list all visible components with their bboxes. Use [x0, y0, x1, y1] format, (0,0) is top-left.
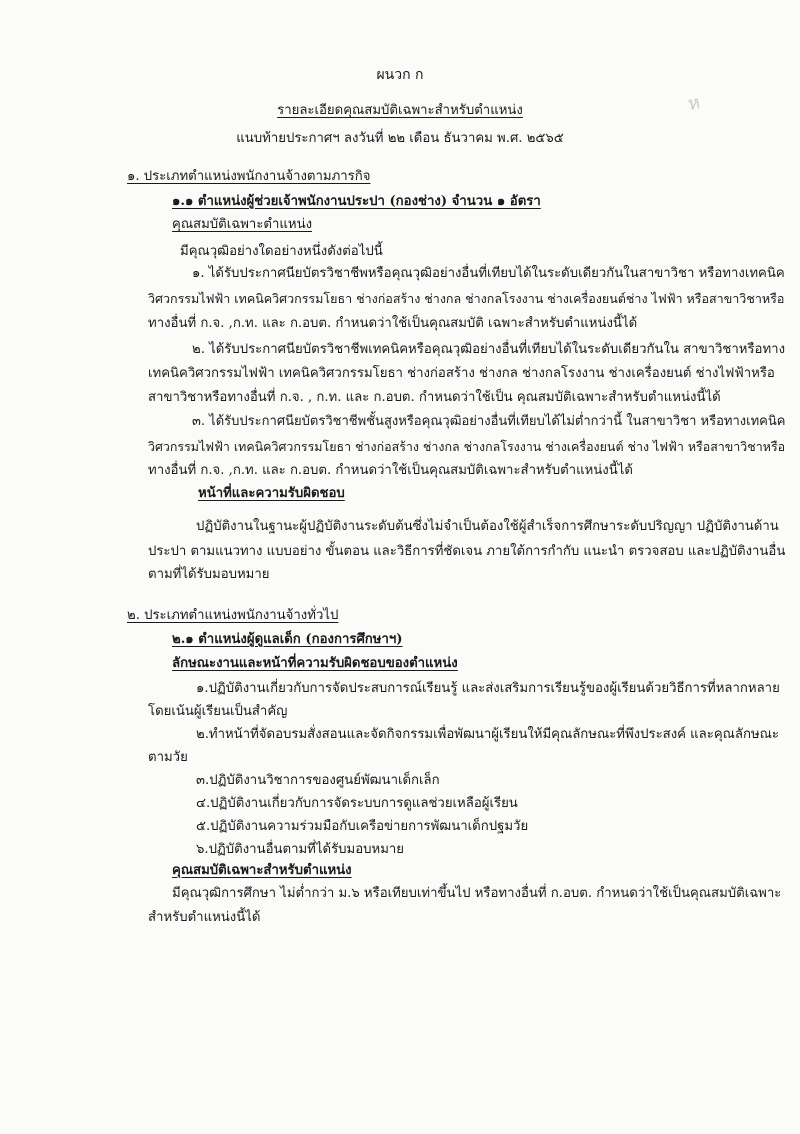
- section1-heading: ๑. ประเภทตำแหน่งพนักงานจ้างตามภารกิจ: [127, 169, 371, 184]
- section1-q3-line3: ทางอื่นที่ ก.จ. ,ก.ท. และ ก.อบต. กำหนดว่าใช้เป็นคุณสมบัติเฉพาะสำหรับตำแหน่งนี้ได้: [148, 463, 633, 478]
- section2-d6: ๖.ปฏิบัติงานอื่นตามที่ได้รับมอบหมาย: [196, 842, 405, 857]
- section1-duty-heading: หน้าที่และความรับผิดชอบ: [198, 486, 345, 501]
- section2-d4: ๔.ปฏิบัติงานเกี่ยวกับการจัดระบบการดูแลช่วยเหลือผู้เรียน: [196, 796, 518, 811]
- section1-q2-line1: ๒. ได้รับประกาศนียบัตรวิชาชีพเทคนิคหรือคุณวุฒิอย่างอื่นที่เทียบได้ในระดับเดียวกันใน สาขาวิชาหรือทาง: [192, 342, 786, 357]
- section1-q3-line2: วิศวกรรมไฟฟ้า เทคนิควิศวกรรมโยธา ช่างก่อสร้าง ช่างกล ช่างกลโรงงาน ช่างเครื่องยนต์ ช่าง ไฟฟ้า หรือสาขาวิชาหรือ: [148, 439, 786, 454]
- section1-q1-line3: ทางอื่นที่ ก.จ. ,ก.ท. และ ก.อบต. กำหนดว่าใช้เป็นคุณสมบัติ เฉพาะสำหรับตำแหน่งนี้ได้: [148, 316, 638, 331]
- section2-position: ๒.๑ ตำแหน่งผู้ดูแลเด็ก (กองการศึกษาฯ): [172, 632, 403, 647]
- section1-q1-line2: วิศวกรรมไฟฟ้า เทคนิควิศวกรรมโยธา ช่างก่อสร้าง ช่างกล ช่างกลโรงงาน ช่างเครื่องยนต์ช่าง ไฟฟ้า หรือสาขาวิชาหรือ: [148, 291, 785, 306]
- annex-label: ผนวก ก: [376, 67, 424, 83]
- section1-q2-line3: สาขาวิชาหรือทางอื่นที่ ก.จ. , ก.ท. และ ก.อบต. กำหนดว่าใช้เป็น คุณสมบัติเฉพาะสำหรับตำแหน่งนี้ได้: [148, 390, 721, 405]
- section2-qual-line1: มีคุณวุฒิการศึกษา ไม่ต่ำกว่า ม.๖ หรือเทียบเท่าขึ้นไป หรือทางอื่นที่ ก.อบต. กำหนดว่าใช้เป็นคุณสมบัติเฉพาะ: [172, 886, 782, 901]
- section1-intro: มีคุณวุฒิอย่างใดอย่างหนึ่งดังต่อไปนี้: [180, 244, 383, 259]
- section1-q2-line2: เทคนิควิศวกรรมไฟฟ้า เทคนิควิศวกรรมโยธา ช่างก่อสร้าง ช่างกล ช่างกลโรงงาน ช่างเครื่องยนต์ ช่างไฟฟ้าหรือ: [148, 366, 775, 381]
- section2-d2-line1: ๒.ทำหน้าที่จัดอบรมสั่งสอนและจัดกิจกรรมเพื่อพัฒนาผู้เรียนให้มีคุณลักษณะที่พึงประสงค์ และคุณลักษณะ: [196, 727, 779, 742]
- section1-q1-line1: ๑. ได้รับประกาศนียบัตรวิชาชีพหรือคุณวุฒิอย่างอื่นที่เทียบได้ในระดับเดียวกันในสาขาวิชา หรือทางเทคนิค: [192, 266, 785, 281]
- margin-mark: ห: [686, 92, 702, 115]
- section2-d1-line1: ๑.ปฏิบัติงานเกี่ยวกับการจัดประสบการณ์เรียนรู้ และส่งเสริมการเรียนรู้ของผู้เรียนด้วยวิธีการที่หลากหลาย: [196, 681, 780, 696]
- section1-duty-line1: ปฏิบัติงานในฐานะผู้ปฏิบัติงานระดับต้นซึ่งไม่จำเป็นต้องใช้ผู้สำเร็จการศึกษาระดับปริญญา ปฏิบัติงานด้าน: [196, 519, 779, 534]
- section1-q3-line1: ๓. ได้รับประกาศนียบัตรวิชาชีพชั้นสูงหรือคุณวุฒิอย่างอื่นที่เทียบได้ไม่ต่ำกว่านี้ ในสาขาวิชา หรือทางเทคนิค: [192, 414, 786, 429]
- section2-qualification-heading: คุณสมบัติเฉพาะสำหรับตำแหน่ง: [172, 863, 352, 878]
- section2-d5: ๕.ปฏิบัติงานความร่วมมือกับเครือข่ายการพัฒนาเด็กปฐมวัย: [196, 819, 529, 834]
- section2-d2-line2: ตามวัย: [148, 750, 188, 765]
- section1-qualification-heading: คุณสมบัติเฉพาะตำแหน่ง: [172, 217, 313, 232]
- section2-d1-line2: โดยเน้นผู้เรียนเป็นสำคัญ: [148, 704, 288, 719]
- section2-qual-line2: สำหรับตำแหน่งนี้ได้: [148, 910, 261, 925]
- section1-duty-line2: ประปา ตามแนวทาง แบบอย่าง ขั้นตอน และวิธีการที่ชัดเจน ภายใต้การกำกับ แนะนำ ตรวจสอบ และปฏิบัติงานอื่น: [148, 544, 786, 559]
- section2-duty-heading: ลักษณะงานและหน้าที่ความรับผิดชอบของตำแหน่ง: [172, 656, 458, 671]
- section2-d3: ๓.ปฏิบัติงานวิชาการของศูนย์พัฒนาเด็กเล็ก: [196, 773, 440, 788]
- document-subtitle: แนบท้ายประกาศฯ ลงวันที่ ๒๒ เดือน ธันวาคม พ.ศ. ๒๕๖๕: [236, 131, 564, 146]
- section2-heading: ๒. ประเภทตำแหน่งพนักงานจ้างทั่วไป: [127, 608, 339, 623]
- document-title: รายละเอียดคุณสมบัติเฉพาะสำหรับตำแหน่ง: [277, 103, 523, 118]
- section1-duty-line3: ตามที่ได้รับมอบหมาย: [148, 567, 270, 582]
- section1-position: ๑.๑ ตำแหน่งผู้ช่วยเจ้าพนักงานประปา (กองช่าง) จำนวน ๑ อัตรา: [172, 194, 541, 209]
